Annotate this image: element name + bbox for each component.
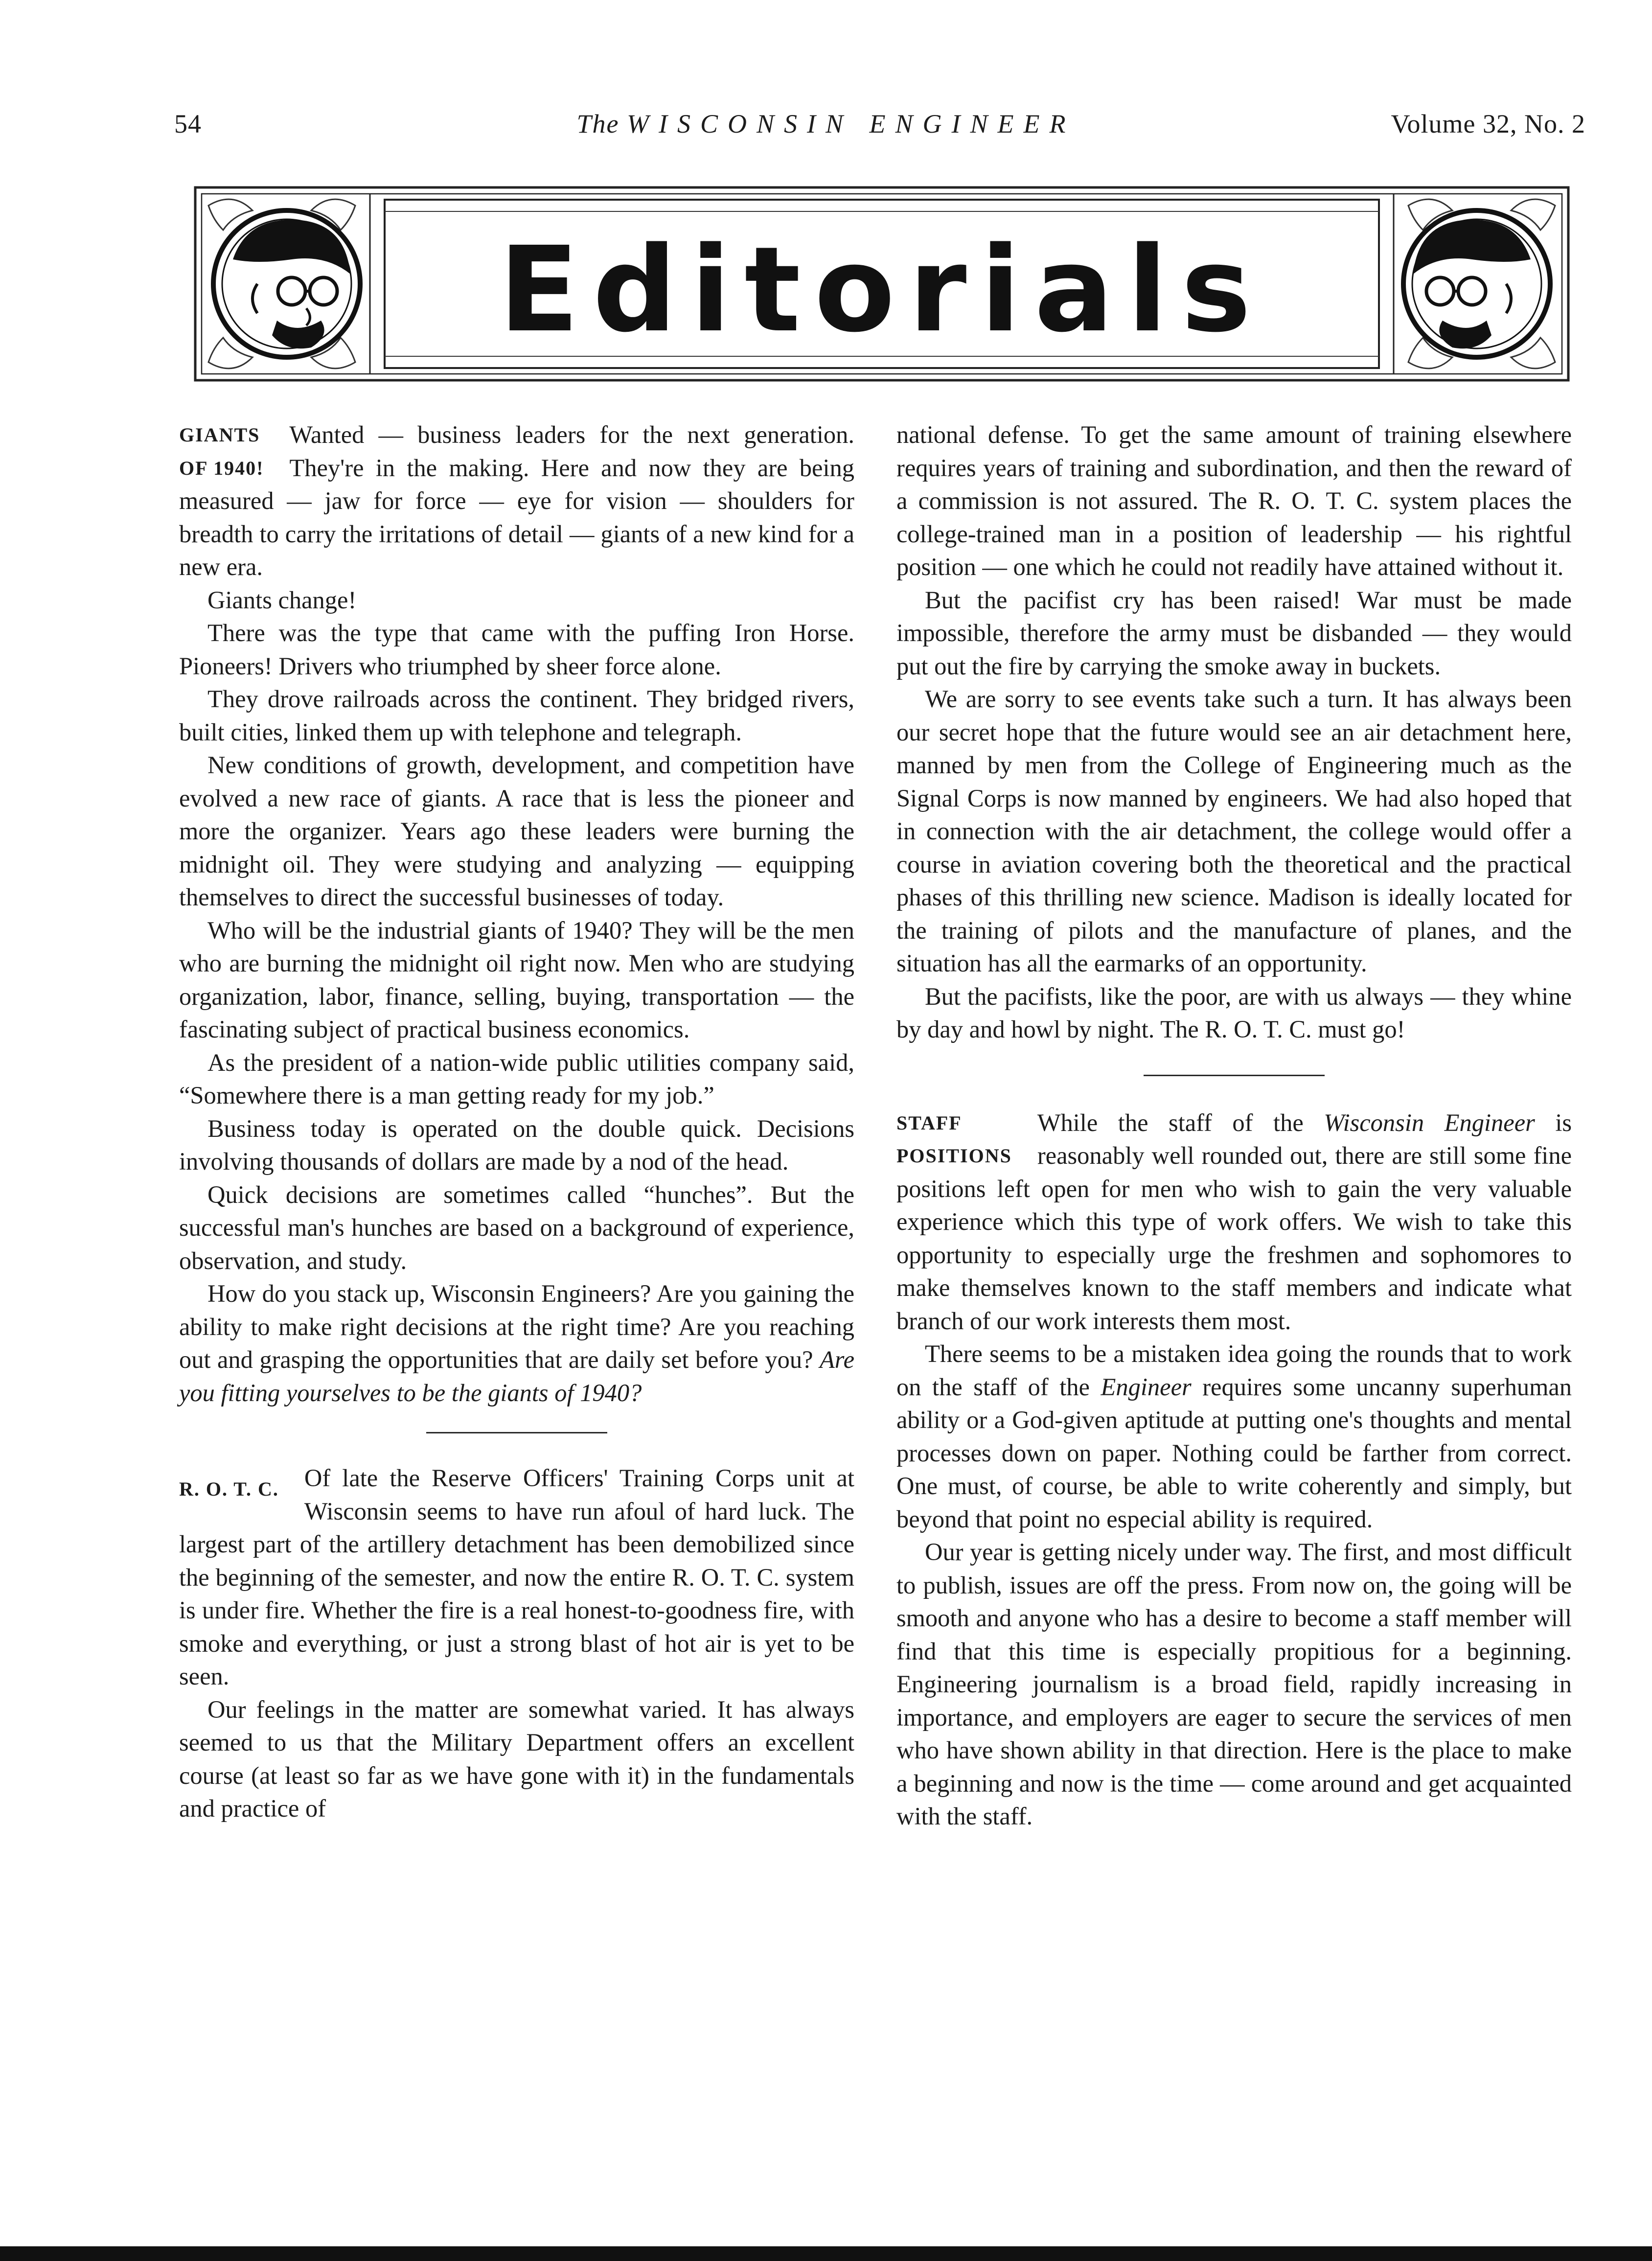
staff-paragraph: Our year is getting nicely under way. The first, and most difficult to publish, issues are off the press. From now on, the going will be smooth and anyone who has a desire to become a staff member will find that this time is especially propitious for a beginning. Engineering journalism is a broad field, rapidly increasing in importance, and employers are eager to secure the services of men who have shown ability in that direction. Here is the place to make a beginning and now is the time — come around and get acquainted with the staff.: [896, 1538, 1572, 1830]
engineer-italic: Engineer: [1101, 1373, 1192, 1401]
left-column: [179, 418, 854, 1825]
left-medallion: [208, 199, 360, 369]
banner-frame: [194, 186, 1570, 382]
banner-title: Editorials: [499, 221, 1265, 358]
magazine-title-article: The: [576, 109, 620, 138]
right-column: [896, 418, 1572, 1833]
scan-edge: [0, 2246, 1652, 2261]
giants-paragraph-last: How do you stack up, Wisconsin Engineers? Are you gaining the ability to make right decisions at the right time? Are you reaching out and grasping the opportunities that are daily set before you? Are you fitting yourselves to be the giants of 1940?: [179, 1280, 854, 1407]
giants-paragraph: Who will be the industrial giants of 1940? They will be the men who are burning the midnight oil right now. Men who are studying organization, labor, finance, selling, buying, transportation — the fascinating subject of practical business economics.: [179, 916, 854, 1043]
rotc-paragraph: Our feelings in the matter are somewhat varied. It has always seemed to us that the Military Department offers an excellent course (at least so far as we have gone with it) in the fundamentals and practice of: [179, 1695, 854, 1822]
volume-number: Volume 32, No. 2: [1391, 109, 1585, 138]
giants-paragraph: Business today is operated on the double quick. Decisions involving thousands of dollars are made by a nod of the head.: [179, 1114, 854, 1175]
rotc-paragraph: But the pacifist cry has been raised! War must be made impossible, therefore the army must be disbanded — they would put out the fire by carrying the smoke away in buckets.: [896, 586, 1572, 680]
rotc-heading: R. O. T. C.: [179, 1478, 279, 1500]
staff-heading: STAFF POSITIONS: [896, 1111, 1012, 1167]
rotc-paragraph: national defense. To get the same amount of training elsewhere requires years of training and subordination, and then the reward of a commission is not assured. The R. O. T. C. system places the college-trained man in a position of leadership — his rightful position — one which he could not readily have attained without it.: [896, 421, 1572, 580]
giants-paragraph: They drove railroads across the continent. They bridged rivers, built cities, linked them up with telephone and telegraph.: [179, 685, 854, 746]
staff-paragraph: There seems to be a mistaken idea going the rounds that to work on the staff of the Engineer requires some uncanny superhuman ability or a God-given aptitude at putting one's thoughts and mental processes down on paper. Nothing could be farther from correct. One must, of course, be able to write coherently and simply, but beyond that point no especial ability is required.: [896, 1340, 1572, 1533]
rotc-paragraph: But the pacifists, like the poor, are with us always — they whine by day and howl by night. The R. O. T. C. must go!: [896, 982, 1572, 1043]
rotc-paragraph: We are sorry to see events take such a turn. It has always been our secret hope that the future would see an air detachment here, manned by men from the College of Engineering much as the Signal Corps is now manned by engineers. We had also hoped that in connection with the air detachment, the college would offer a course in aviation covering both the theoretical and the practical phases of this thrilling new science. Madison is ideally located for the training of pilots and the manufacture of planes, and the situation has all the earmarks of an opportunity.: [896, 685, 1572, 977]
editorials-banner: [194, 186, 1570, 382]
giants-paragraph: There was the type that came with the puffing Iron Horse. Pioneers! Drivers who triumphed by sheer force alone.: [179, 619, 854, 680]
magazine-title-name: WISCONSIN ENGINEER: [627, 109, 1076, 138]
section-divider: [426, 1432, 607, 1433]
giants-paragraph: Quick decisions are sometimes called “hunches”. But the successful man's hunches are based on a background of experience, observation, and study.: [179, 1180, 854, 1274]
giants-heading: GIANTS OF 1940!: [179, 424, 264, 479]
giants-paragraph: Giants change!: [207, 586, 357, 614]
giants-paragraph: Wanted — business leaders for the next generation. They're in the making. Here and now they are being measured — jaw for force — eye for vision — shoulders for breadth to carry the irritations of detail — giants of a new kind for a new era.: [179, 421, 854, 580]
rotc-editorial: [179, 1462, 854, 1825]
giants-closing-question: Are you fitting yourselves to be the giants of 1940?: [179, 1346, 854, 1407]
running-header: [0, 109, 1652, 143]
giants-paragraph: New conditions of growth, development, and competition have evolved a new race of giants. A race that is less the pioneer and more the organizer. Years ago these leaders were burning the midnight oil. They were studying and analyzing — equipping themselves to direct the successful businesses of today.: [179, 751, 854, 911]
rotc-paragraph: Of late the Reserve Officers' Training Corps unit at Wisconsin seems to have run afoul of hard luck. The largest part of the artillery detachment has been demobilized since the beginning of the semester, and now the entire R. O. T. C. system is under fire. Whether the fire is a real honest-to-goodness fire, with smoke and everything, or just a strong blast of hot air is yet to be seen.: [179, 1464, 854, 1690]
rotc-editorial-continued: [896, 418, 1572, 1046]
giants-editorial: [179, 418, 854, 1409]
staff-editorial: [896, 1107, 1572, 1833]
staff-paragraph: While the staff of the Wisconsin Engineer is reasonably well rounded out, there are still some fine positions left open for men who wish to gain the very valuable experience which this type of work offers. We wish to take this opportunity to especially urge the freshmen and sophomores to make themselves known to the staff members and indicate what branch of our work interests them most.: [896, 1108, 1572, 1335]
section-divider: [1144, 1075, 1325, 1076]
page-number: 54: [174, 109, 202, 138]
magazine-name-italic: Wisconsin Engineer: [1324, 1108, 1535, 1136]
giants-paragraph: As the president of a nation-wide public utilities company said, “Somewhere there is a man getting ready for my job.”: [179, 1048, 854, 1109]
right-medallion: [1403, 199, 1555, 369]
